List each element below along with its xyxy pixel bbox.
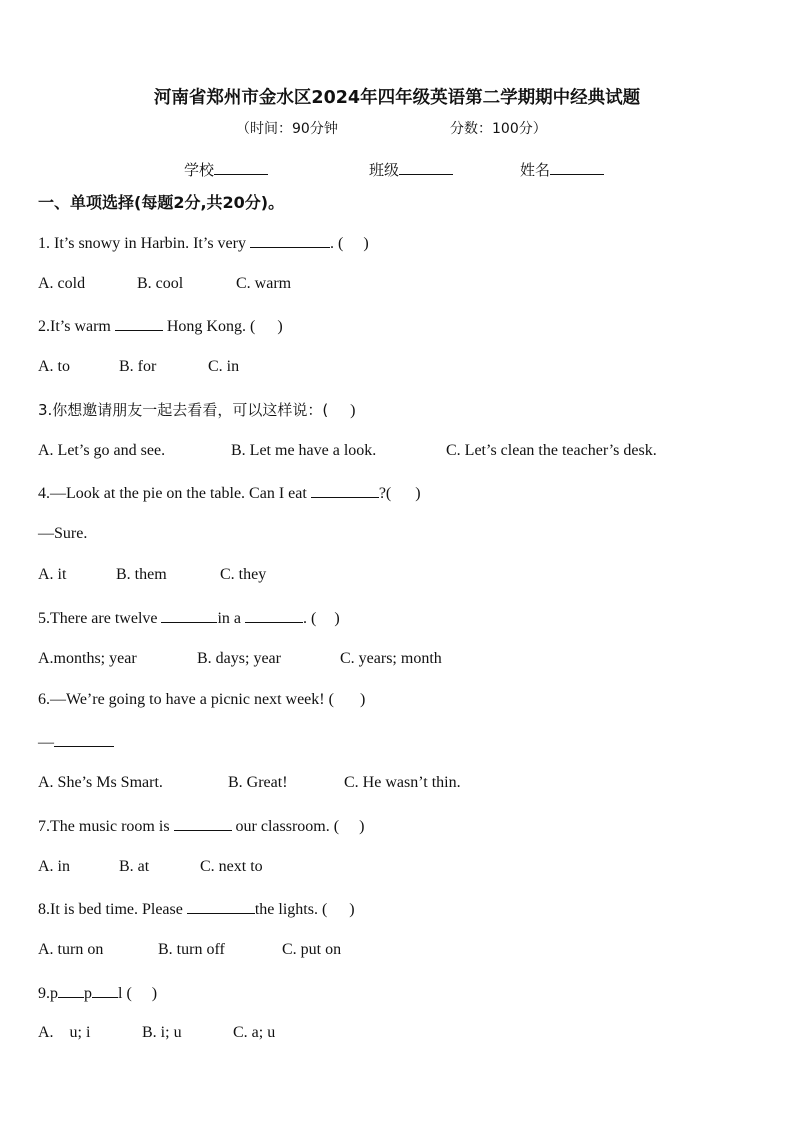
question-4-reply: —Sure. <box>38 525 88 542</box>
question-6-option-c[interactable]: C. He wasn’t thin. <box>344 774 461 791</box>
question-8 <box>38 899 355 919</box>
question-5-option-c[interactable]: C. years; month <box>340 650 442 667</box>
question-5-blank-1[interactable] <box>161 608 217 623</box>
question-8-blank[interactable] <box>187 899 255 914</box>
school-field <box>184 159 268 180</box>
question-4-stem-a: 4.—Look at the pie on the table. Can I eat <box>38 485 311 502</box>
question-8-stem-a: 8.It is bed time. Please <box>38 901 187 918</box>
question-2-blank[interactable] <box>115 316 163 331</box>
exam-score: 分数：100分） <box>450 121 547 137</box>
question-6-reply-dash: — <box>38 734 54 751</box>
question-4-option-a[interactable]: A. it <box>38 566 67 583</box>
question-4-option-c[interactable]: C. they <box>220 566 267 583</box>
question-2-paren-close: ) <box>277 318 283 335</box>
question-2-stem-b: Hong Kong. ( <box>162 318 256 335</box>
question-7-stem-a: 7.The music room is <box>38 818 174 835</box>
question-7-stem-b: our classroom. ( <box>231 818 340 835</box>
class-blank[interactable] <box>399 160 453 175</box>
question-2 <box>38 316 283 336</box>
name-blank[interactable] <box>550 160 604 175</box>
question-9 <box>38 983 157 1003</box>
question-6 <box>38 691 365 709</box>
question-5-stem-b: in a <box>217 610 246 627</box>
question-1-blank[interactable] <box>250 233 330 248</box>
question-8-stem-b: the lights. ( <box>254 901 328 918</box>
question-1-stem-a: 1. It’s snowy in Harbin. It’s very <box>38 235 250 252</box>
question-9-blank-2[interactable] <box>92 983 118 998</box>
question-5-option-b[interactable]: B. days; year <box>197 650 281 667</box>
question-4-blank[interactable] <box>311 483 379 498</box>
exam-time: （时间：90分钟 <box>236 121 338 137</box>
question-1-option-c[interactable]: C. warm <box>236 275 292 292</box>
question-9-option-a[interactable]: A. u; i <box>38 1024 91 1041</box>
question-5-blank-2[interactable] <box>245 608 303 623</box>
question-9-stem-a: 9.p <box>38 985 58 1002</box>
question-3-paren-close: ) <box>350 402 356 419</box>
question-5-stem-a: 5.There are twelve <box>38 610 162 627</box>
question-6-stem: 6.—We’re going to have a picnic next week! ( <box>38 691 334 708</box>
question-6-paren-close: ) <box>359 691 366 708</box>
question-9-option-b[interactable]: B. i; u <box>142 1024 182 1041</box>
question-4-stem-b: ?( <box>378 485 392 502</box>
class-label: 班级 <box>369 161 400 179</box>
question-5-option-a[interactable]: A.months; year <box>38 650 137 667</box>
question-9-option-c[interactable]: C. a; u <box>233 1024 276 1041</box>
question-1-option-a[interactable]: A. cold <box>38 275 86 292</box>
question-1-stem-b: . ( <box>329 235 344 252</box>
question-2-option-c[interactable]: C. in <box>208 358 240 375</box>
question-8-option-b[interactable]: B. turn off <box>158 941 225 958</box>
question-4 <box>38 483 421 503</box>
question-7-option-b[interactable]: B. at <box>119 858 150 875</box>
question-3 <box>38 399 356 420</box>
question-4-option-b[interactable]: B. them <box>116 566 167 583</box>
question-2-stem-a: 2.It’s warm <box>38 318 115 335</box>
question-7 <box>38 816 364 836</box>
question-3-stem: 3.你想邀请朋友一起去看看，可以这样说：( <box>38 401 329 419</box>
question-1-option-b[interactable]: B. cool <box>137 275 184 292</box>
question-9-paren-close: ) <box>151 985 158 1002</box>
section-heading: 一、单项选择(每题2分,共20分)。 <box>38 193 285 212</box>
question-6-reply <box>38 732 114 752</box>
question-7-option-a[interactable]: A. in <box>38 858 70 875</box>
question-2-option-b[interactable]: B. for <box>119 358 157 375</box>
question-9-stem-b: p <box>84 985 92 1002</box>
school-label: 学校 <box>184 161 215 179</box>
question-5-stem-d: . ( <box>303 610 317 627</box>
question-6-blank[interactable] <box>54 732 114 747</box>
question-4-paren-close: ) <box>415 485 421 502</box>
question-2-option-a[interactable]: A. to <box>38 358 70 375</box>
question-6-option-a[interactable]: A. She’s Ms Smart. <box>38 774 163 791</box>
question-8-paren-close: ) <box>349 901 355 918</box>
name-field <box>520 159 604 180</box>
question-5-paren-close: ) <box>334 610 340 627</box>
question-7-paren-close: ) <box>359 818 365 835</box>
question-3-option-a[interactable]: A. Let’s go and see. <box>38 442 166 459</box>
question-8-option-c[interactable]: C. put on <box>282 941 342 958</box>
page-title: 河南省郑州市金水区2024年四年级英语第二学期期中经典试题 <box>153 88 641 108</box>
question-5 <box>38 608 340 628</box>
question-1-paren-close: ) <box>363 235 369 252</box>
question-7-option-c[interactable]: C. next to <box>200 858 263 875</box>
class-field <box>369 159 453 180</box>
school-blank[interactable] <box>214 160 268 175</box>
question-6-option-b[interactable]: B. Great! <box>228 774 288 791</box>
question-9-blank-1[interactable] <box>58 983 84 998</box>
question-3-option-b[interactable]: B. Let me have a look. <box>231 442 377 459</box>
question-3-option-c[interactable]: C. Let’s clean the teacher’s desk. <box>446 442 657 459</box>
question-9-stem-d: l ( <box>118 985 132 1002</box>
question-7-blank[interactable] <box>174 816 232 831</box>
name-label: 姓名 <box>520 161 551 179</box>
question-8-option-a[interactable]: A. turn on <box>38 941 104 958</box>
question-1 <box>38 233 369 253</box>
